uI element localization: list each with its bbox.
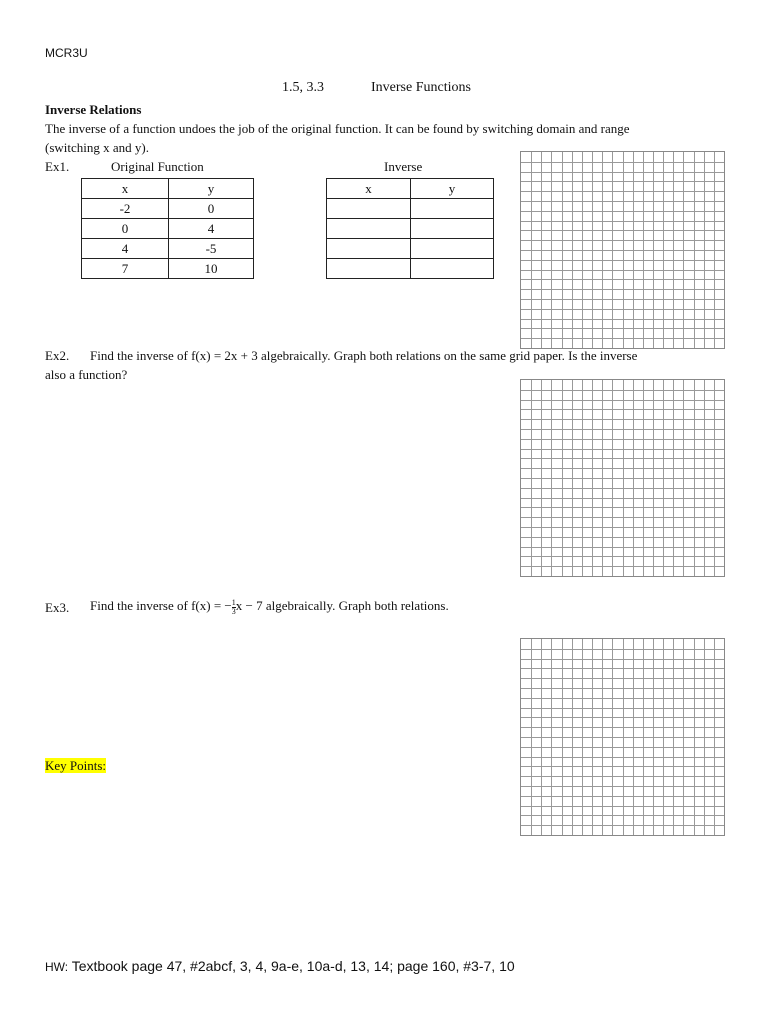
ex3-question-start: Find the inverse of f(x) = − [90, 598, 232, 613]
table-cell: 7 [82, 259, 169, 279]
inverse-title: Inverse [384, 159, 423, 174]
table-header-cell: y [411, 179, 494, 199]
table-header-cell: x [82, 179, 169, 199]
original-function-title: Original Function [111, 159, 204, 174]
table-cell: 4 [82, 239, 169, 259]
original-function-table [81, 178, 254, 279]
table-header-row [327, 179, 494, 199]
table-row [82, 199, 254, 219]
key-points-label: Key Points: [45, 758, 107, 773]
table-cell: 10 [169, 259, 254, 279]
intro-paragraph-line1: The inverse of a function undoes the job of the original function. It can be found by switching domain and range [45, 121, 630, 136]
fraction-one-third: $\frac{1}{3}$ [231, 597, 236, 616]
table-row [82, 259, 254, 279]
ex1-grid [520, 151, 725, 349]
ex2-grid [520, 379, 725, 577]
table-row [82, 239, 254, 259]
table-cell: 0 [82, 219, 169, 239]
ex2-label: Ex2. [45, 348, 70, 363]
table-header-row [82, 179, 254, 199]
ex2-question-line2: also a function? [45, 367, 128, 382]
table-cell [327, 239, 411, 259]
ex2-question-line1: Find the inverse of f(x) = 2x + 3 algebraically. Graph both relations on the same grid paper. Is the inverse [90, 348, 638, 363]
intro-paragraph-line2: (switching x and y). [45, 140, 149, 155]
table-cell [411, 219, 494, 239]
table-cell: -2 [82, 199, 169, 219]
homework-line [45, 958, 515, 974]
ex1-label: Ex1. [45, 159, 70, 174]
table-cell [411, 239, 494, 259]
section-heading: Inverse Relations [45, 102, 142, 117]
ex3-question [90, 598, 449, 616]
table-cell: 0 [169, 199, 254, 219]
table-cell [327, 259, 411, 279]
table-cell [327, 199, 411, 219]
table-cell: 4 [169, 219, 254, 239]
ex3-question-end: x − 7 algebraically. Graph both relations. [235, 598, 449, 613]
table-row [327, 199, 494, 219]
table-cell [327, 219, 411, 239]
table-header-cell: x [327, 179, 411, 199]
table-row [327, 219, 494, 239]
table-row [82, 219, 254, 239]
table-cell [411, 259, 494, 279]
table-cell [411, 199, 494, 219]
course-code: MCR3U [45, 46, 88, 60]
inverse-table [326, 178, 494, 279]
homework-prefix: HW: [45, 960, 69, 974]
table-header-cell: y [169, 179, 254, 199]
ex3-label: Ex3. [45, 600, 70, 615]
table-row [327, 259, 494, 279]
table-cell: -5 [169, 239, 254, 259]
ex3-grid [520, 638, 725, 836]
table-row [327, 239, 494, 259]
section-numbers: 1.5, 3.3 [282, 80, 324, 95]
page-title: Inverse Functions [371, 80, 471, 95]
homework-text: Textbook page 47, #2abcf, 3, 4, 9a-e, 10a-d, 13, 14; page 160, #3-7, 10 [71, 958, 515, 974]
